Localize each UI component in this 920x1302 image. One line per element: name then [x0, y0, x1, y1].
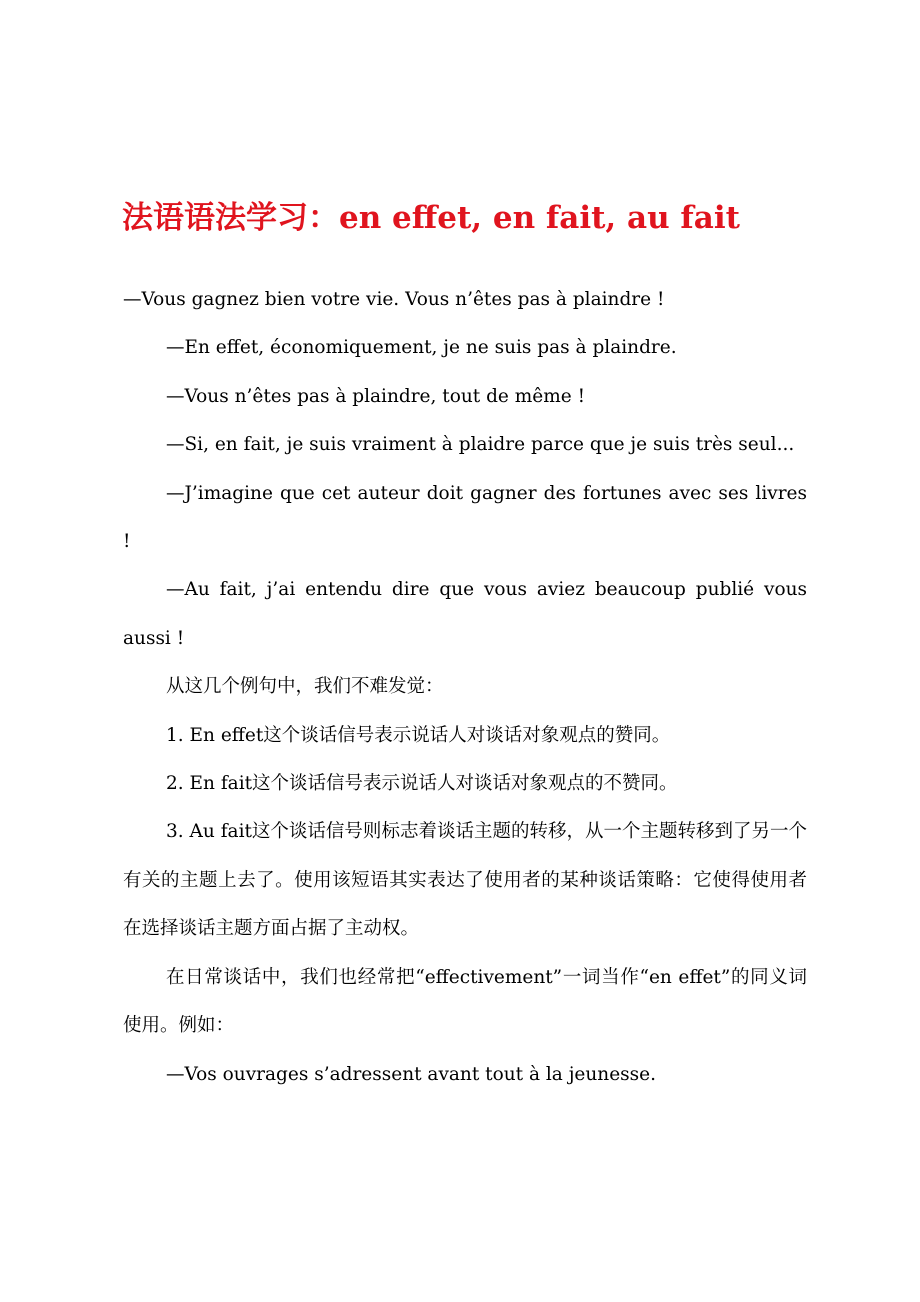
paragraph: —Vous gagnez bien votre vie. Vous n’êtes pas à plaindre ! — [123, 289, 665, 310]
paragraph: 2. En fait这个谈话信号表示说话人对谈话对象观点的不赞同。 — [166, 773, 678, 795]
document-body — [123, 276, 807, 1099]
document-title: 法语语法学习：en effet, en fait, au fait — [122, 200, 740, 236]
paragraph: —J’imagine que cet auteur doit gagner des fortunes avec ses livres ! — [123, 482, 807, 553]
paragraph: —Si, en fait, je suis vraiment à plaidre parce que je suis très seul... — [166, 434, 795, 456]
paragraph: —Vous n’êtes pas à plaindre, tout de même ! — [166, 385, 586, 407]
paragraph: —En effet, économiquement, je ne suis pas à plaindre. — [166, 337, 677, 359]
paragraph: 3. Au fait这个谈话信号则标志着谈话主题的转移，从一个主题转移到了另一个有关的主题上去了。使用该短语其实表达了使用者的某种谈话策略：它使得使用者在选择谈话主题方面占据了主动权。 — [123, 821, 807, 940]
paragraph: 1. En effet这个谈话信号表示说话人对谈话对象观点的赞同。 — [166, 724, 671, 746]
paragraph: —Vos ouvrages s’adressent avant tout à la jeunesse. — [166, 1063, 656, 1085]
paragraph: 在日常谈话中，我们也经常把“effectivement”一词当作“en effet”的同义词使用。例如： — [123, 966, 807, 1037]
paragraph: —Au fait, j’ai entendu dire que vous aviez beaucoup publié vous aussi ! — [123, 579, 807, 649]
paragraph: 从这几个例句中，我们不难发觉： — [166, 676, 444, 698]
